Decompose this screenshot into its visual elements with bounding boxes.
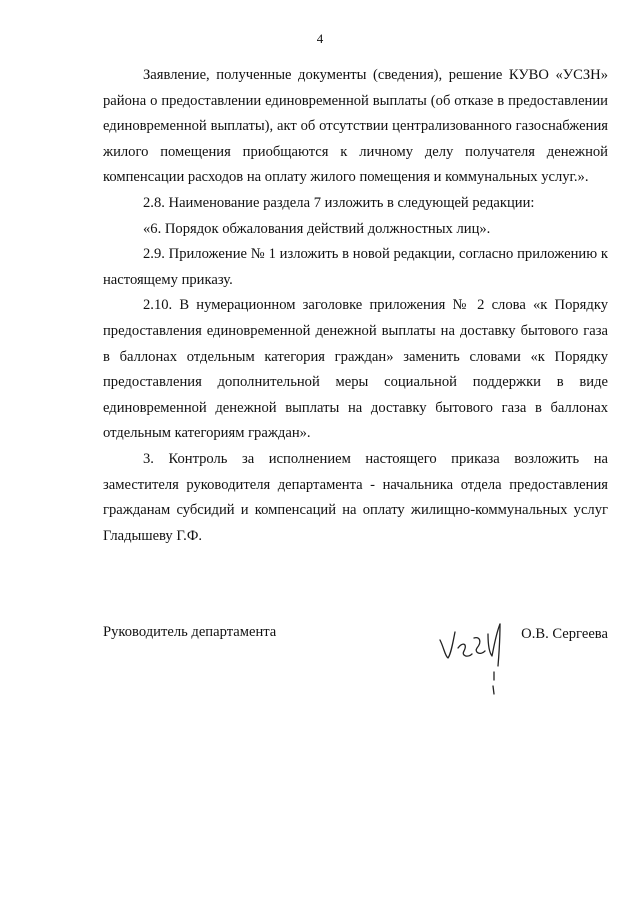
handwritten-signature-icon xyxy=(436,618,516,698)
paragraph-2-9: 2.9. Приложение № 1 изложить в новой редакции, согласно приложению к настоящему приказу. xyxy=(103,246,608,288)
paragraph-2-10: 2.10. В нумерационном заголовке приложения № 2 слова «к Порядку предоставления единовременной денежной выплаты на доставку бытового газа в баллонах отдельным категория граждан» заменить словами «к Порядку предоставления дополнительной меры социальной поддержки в виде единовременной денежной выплаты на доставку бытового газа в баллонах отдельным категориям граждан». xyxy=(103,297,608,442)
document-body xyxy=(103,63,608,549)
page-number: 4 xyxy=(316,31,324,46)
paragraph-application-documents: Заявление, полученные документы (сведения), решение КУВО «УСЗН» района о предоставлении единовременной выплаты (об отказе в предоставлении единовременной выплаты), акт об отсутствии централизованного газоснабжения жилого помещения приобщаются к личному делу получателя денежной компенсации расходов на оплату жилого помещения и коммунальных услуг.». xyxy=(103,67,608,186)
signature-block xyxy=(103,618,608,708)
paragraph-2-8: 2.8. Наименование раздела 7 изложить в следующей редакции: xyxy=(143,194,535,211)
signer-title: Руководитель департамента xyxy=(103,624,277,640)
paragraph-section-title: «6. Порядок обжалования действий должностных лиц». xyxy=(143,220,491,237)
signer-name: О.В. Сергеева xyxy=(521,626,608,642)
paragraph-3: 3. Контроль за исполнением настоящего приказа возложить на заместителя руководителя департамента - начальника отдела предоставления гражданам субсидий и компенсаций на оплату жилищно-коммунальных услуг Гладышеву Г.Ф. xyxy=(103,450,608,544)
